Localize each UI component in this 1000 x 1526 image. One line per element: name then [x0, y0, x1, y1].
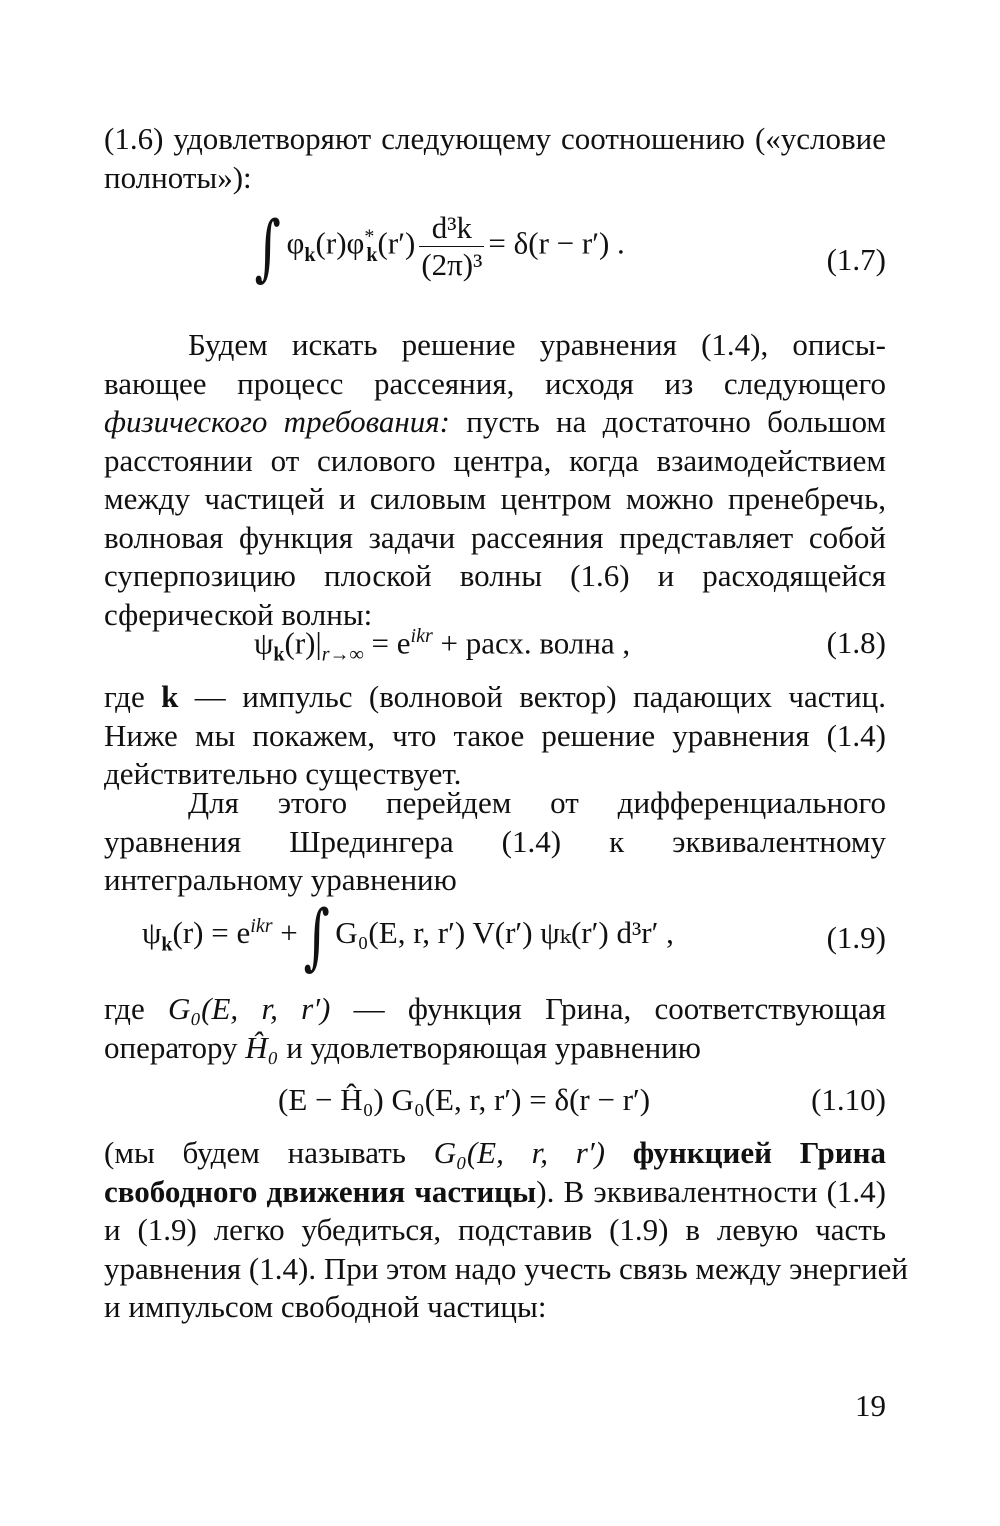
- equals-exp: = e: [363, 625, 411, 661]
- integrand: G₀(E, r, r′) V(r′) ψₖ(r′) d³r′ ,: [335, 915, 674, 951]
- text-line: свободного движения частицы). В эквивалентности (1.4): [104, 1173, 887, 1209]
- page-number: 19: [855, 1388, 886, 1423]
- text-line: и (1.9) легко убедиться, подставив (1.9) в левую часть: [104, 1212, 886, 1247]
- bold-k: k: [161, 679, 179, 714]
- arg-r: (r)φ: [315, 225, 365, 261]
- bold-term: свободного движения частицы: [104, 1173, 537, 1209]
- star: *: [364, 225, 375, 248]
- equation-number: (1.10): [811, 1082, 886, 1117]
- text-line: Будем искать решение уравнения (1.4), описы-: [188, 327, 886, 362]
- equation-body: (E − Ĥ₀) G₀(E, r, r′) = δ(r − r′): [278, 1082, 651, 1117]
- equation-rhs: + расх. волна ,: [432, 625, 631, 661]
- paragraph-2: [104, 678, 886, 794]
- text-line: между частицей и силовым центром можно пренебречь,: [104, 481, 886, 516]
- text-line: вающее процесс рассеяния, исходя из следующего: [104, 365, 886, 401]
- text-line: Для этого перейдем от дифференциального: [188, 785, 886, 820]
- fraction: [419, 210, 484, 283]
- text-line: уравнения (1.4). При этом надо учесть связь между энергией: [104, 1250, 908, 1286]
- hamiltonian: Ĥ₀: [245, 1029, 279, 1065]
- exponent: ikr: [250, 914, 273, 937]
- paragraph-4: [104, 990, 886, 1067]
- text-line: уравнения Шредингера (1.4) к эквивалентному: [104, 823, 886, 859]
- text-line: полноты»):: [104, 159, 252, 195]
- equation-body: [142, 894, 674, 978]
- text-line: действительно существует.: [104, 756, 462, 791]
- sub-k: k: [304, 243, 316, 266]
- sub-k: k: [161, 933, 173, 956]
- psi-symbol: ψ: [254, 625, 274, 661]
- text-line: и импульсом свободной частицы:: [104, 1289, 547, 1324]
- arg-r: (r): [172, 915, 204, 951]
- paragraph-1: [104, 326, 886, 634]
- sub-k: k: [273, 643, 285, 666]
- equation-body: [249, 204, 625, 289]
- equation-number: (1.8): [826, 625, 886, 660]
- text-line: где G₀(E, r, r′) — функция Грина, соответствующая: [104, 991, 886, 1026]
- equation-1-10: [104, 1082, 886, 1142]
- equation-1-7: [104, 204, 886, 310]
- text-line: расстоянии от силового центра, когда взаимодействием: [104, 442, 886, 478]
- paragraph-3: [104, 784, 886, 900]
- text-line: Ниже мы покажем, что такое решение уравнения (1.4): [104, 717, 886, 753]
- text-line: сферической волны:: [104, 596, 373, 632]
- text-line: (1.6) удовлетворяют следующему соотношению («условие: [104, 121, 886, 156]
- equation-body: [254, 625, 630, 667]
- exponent: ikr: [410, 625, 433, 647]
- equation-1-8: [104, 625, 886, 685]
- limit-subscript: r→∞: [321, 643, 364, 666]
- arg-r: (r)|: [284, 625, 322, 661]
- intro-paragraph: [104, 120, 886, 197]
- fraction-denominator: (2π)³: [421, 247, 483, 282]
- fraction-numerator: d³k: [431, 210, 472, 245]
- integral-sign: ∫: [254, 204, 281, 289]
- sub-k: k: [366, 243, 378, 266]
- text-line: физического требования: пусть на достаточно большом: [104, 404, 886, 439]
- equation-number: (1.9): [826, 920, 886, 955]
- greens-function: G₀(E, r, r′): [168, 991, 331, 1026]
- integral-sign: ∫: [303, 894, 330, 978]
- text-line: волновая функция задачи рассеяния представляет собой: [104, 519, 886, 555]
- text-line: интегральному уравнению: [104, 862, 457, 897]
- paragraph-5: [104, 1134, 908, 1327]
- equation-1-9: [104, 894, 886, 980]
- plus-sign: +: [272, 915, 298, 951]
- equals-exp: = e: [203, 915, 251, 951]
- text-line: оператору Ĥ₀ и удовлетворяющая уравнению: [104, 1029, 701, 1065]
- text-line: где k — импульс (волновой вектор) падающих частиц.: [104, 679, 886, 714]
- text-line: суперпозицию плоской волны (1.6) и расходящейся: [104, 558, 886, 593]
- equation-number: (1.7): [826, 242, 886, 277]
- bold-term: функцией Грина: [632, 1135, 887, 1170]
- psi-symbol: ψ: [142, 915, 162, 951]
- equation-rhs: = δ(r − r′) .: [488, 225, 625, 261]
- greens-function: G₀(E, r, r′): [433, 1135, 605, 1170]
- italic-text: физического требования:: [104, 404, 450, 439]
- text-line: (мы будем называть G₀(E, r, r′) функцией Грина: [104, 1135, 887, 1170]
- phi-symbol: φ: [286, 225, 305, 261]
- arg-rprime: (r′): [377, 225, 416, 261]
